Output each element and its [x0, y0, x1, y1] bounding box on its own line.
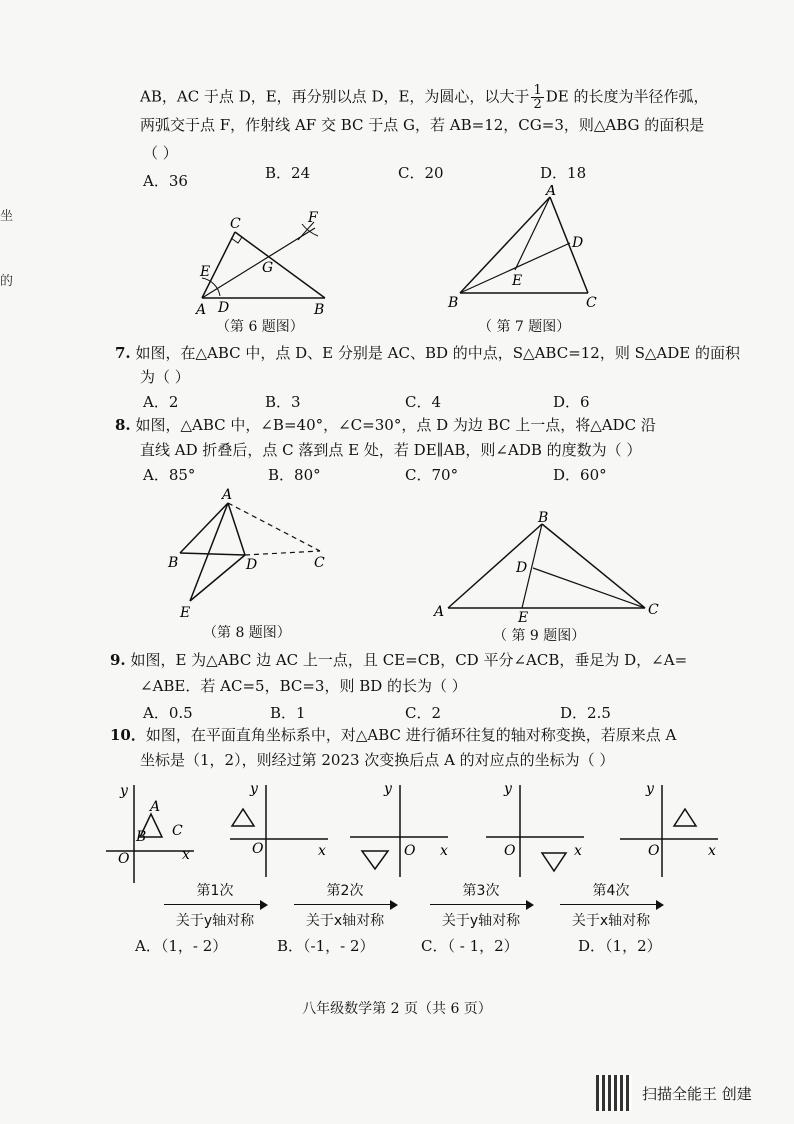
q10-coordinate-panels — [100, 775, 740, 890]
q10-text-1: 如图，在平面直角坐标系中，对△ABC 进行循环往复的轴对称变换，若原来点 A — [145, 726, 677, 744]
panel4-origin: O — [504, 843, 516, 859]
q7-option-c: C．4 — [405, 393, 442, 411]
fig8-label-e: E — [180, 605, 191, 618]
fig6-label-a: A — [196, 302, 207, 318]
q8-text-1: 如图，△ABC 中，∠B=40°，∠C=30°，点 D 为边 BC 上一点，将△ADC 沿 — [135, 416, 656, 434]
q8-line1 — [115, 415, 656, 435]
q6-fraction — [531, 84, 543, 111]
fig9-label-b: B — [538, 510, 549, 526]
q10-option-c: C．（ - 1，2） — [421, 937, 519, 955]
q8-option-c: C．70° — [405, 466, 459, 484]
panel2-x-label: x — [318, 843, 326, 859]
fig7-label-a: A — [546, 185, 557, 199]
q7-option-d: D．6 — [553, 393, 590, 411]
figure-6 — [190, 210, 350, 320]
q7-option-b: B．3 — [265, 393, 301, 411]
panel1-y-label: y — [120, 783, 128, 799]
panel1-label-b: B — [136, 829, 147, 845]
fig7-label-e: E — [512, 273, 523, 289]
q6-option-c: C．20 — [398, 164, 444, 182]
q10-option-d: D．（1，2） — [578, 937, 662, 955]
panel5-origin: O — [648, 843, 660, 859]
fig7-label-d: D — [572, 235, 584, 251]
q9-option-b: B．1 — [270, 704, 306, 722]
q9-text-1: 如图，E 为△ABC 边 AC 上一点，且 CE=CB，CD 平分∠ACB，垂足为 D，∠A= — [130, 651, 688, 669]
panel5-y-label: y — [646, 781, 654, 797]
fig7-caption: （ 第 7 题图） — [478, 319, 571, 335]
fig6-caption: （第 6 题图） — [216, 319, 304, 335]
qr-code-icon — [596, 1075, 632, 1111]
q6-option-d: D．18 — [540, 164, 587, 182]
step-4-bottom: 关于x轴对称 — [571, 913, 651, 929]
frac-denominator: 2 — [533, 97, 542, 112]
q6-option-a: A．36 — [143, 172, 188, 190]
q7-line1 — [115, 343, 740, 363]
fig9-label-a: A — [434, 604, 445, 620]
q10-option-a: A．（1，- 2） — [135, 937, 228, 955]
step-3-arrow — [426, 900, 536, 910]
panel3-x-label: x — [440, 843, 448, 859]
edge-mark-2: 的 — [0, 274, 14, 289]
q6-line1-b: DE 的长度为半径作弧， — [545, 87, 709, 106]
q6-paren: （ ） — [143, 144, 178, 162]
fig8-label-b: B — [168, 555, 179, 571]
q6-line1 — [140, 84, 708, 111]
q8-option-a: A．85° — [143, 466, 196, 484]
step-1-arrow — [160, 900, 270, 910]
step-4-arrow — [556, 900, 666, 910]
fig8-caption: （第 8 题图） — [203, 625, 291, 641]
panel-step1 — [230, 781, 328, 877]
fig6-label-e: E — [200, 264, 211, 280]
panel4-y-label: y — [504, 781, 512, 797]
q9-line2: ∠ABE．若 AC=5，BC=3，则 BD 的长为（ ） — [140, 677, 467, 695]
step-1-bottom: 关于y轴对称 — [175, 913, 255, 929]
fig6-label-f: F — [308, 210, 318, 226]
q10-line2: 坐标是（1，2），则经过第 2023 次变换后点 A 的对应点的坐标为（ ） — [140, 751, 615, 769]
q9-number: 9. — [110, 651, 126, 669]
fig9-label-e: E — [518, 610, 529, 623]
step-2-top: 第2次 — [326, 883, 364, 899]
panel1-label-a: A — [150, 799, 161, 815]
fig9-caption: （ 第 9 题图） — [493, 628, 586, 644]
step-2-bottom: 关于x轴对称 — [305, 913, 385, 929]
fig7-label-b: B — [448, 295, 459, 310]
figure-7 — [440, 185, 610, 310]
fig6-label-g: G — [262, 260, 274, 276]
fig8-label-c: C — [314, 555, 325, 571]
step-4 — [556, 880, 666, 930]
q7-text-1: 如图，在△ABC 中，点 D、E 分别是 AC、BD 的中点，S△ABC=12，则 S△ADE 的面积 — [135, 344, 741, 362]
step-4-top: 第4次 — [592, 883, 630, 899]
figure-9 — [430, 508, 670, 623]
panel-step2 — [350, 781, 448, 877]
panel4-x-label: x — [574, 843, 582, 859]
q7-option-a: A．2 — [143, 393, 179, 411]
fig8-label-a: A — [222, 487, 233, 503]
q10-line1 — [110, 725, 676, 745]
q9-option-c: C．2 — [405, 704, 442, 722]
panel2-origin: O — [252, 841, 264, 857]
step-1-top: 第1次 — [196, 883, 234, 899]
q10-number: 10． — [110, 726, 146, 744]
step-2 — [290, 880, 400, 930]
figure-8 — [160, 483, 340, 618]
frac-numerator: 1 — [533, 83, 542, 98]
panel1-x-label: x — [182, 847, 190, 863]
fig9-label-c: C — [648, 602, 659, 618]
panel3-origin: O — [404, 843, 416, 859]
panel-original — [106, 783, 194, 883]
panel3-y-label: y — [384, 781, 392, 797]
fig6-label-b: B — [314, 302, 325, 318]
panel5-x-label: x — [708, 843, 716, 859]
step-3-top: 第3次 — [462, 883, 500, 899]
q9-option-a: A．0.5 — [143, 704, 193, 722]
q8-option-d: D．60° — [553, 466, 607, 484]
q10-option-b: B．（-1，- 2） — [277, 937, 375, 955]
q9-option-d: D．2.5 — [560, 704, 611, 722]
step-1 — [160, 880, 270, 930]
q6-line2: 两弧交于点 F，作射线 AF 交 BC 于点 G，若 AB=12，CG=3，则△ABG 的面积是 — [140, 116, 705, 134]
step-2-arrow — [290, 900, 400, 910]
q9-line1 — [110, 650, 687, 670]
page-footer: 八年级数学第 2 页（共 6 页） — [302, 1001, 492, 1017]
panel1-label-c: C — [172, 823, 183, 839]
panel2-y-label: y — [250, 781, 258, 797]
fig8-label-d: D — [246, 557, 258, 573]
panel-step3 — [486, 781, 584, 877]
fig7-label-c: C — [586, 295, 597, 310]
panel1-origin: O — [118, 851, 130, 867]
q6-option-b: B．24 — [265, 164, 311, 182]
step-3-bottom: 关于y轴对称 — [441, 913, 521, 929]
scan-credit: 扫描全能王 创建 — [642, 1085, 752, 1103]
q8-line2: 直线 AD 折叠后，点 C 落到点 E 处，若 DE∥AB，则∠ADB 的度数为（ ） — [140, 441, 642, 459]
fig6-label-c: C — [230, 216, 241, 232]
q7-line2: 为（ ） — [140, 368, 190, 386]
q8-number: 8. — [115, 416, 131, 434]
step-3 — [426, 880, 536, 930]
q8-option-b: B．80° — [268, 466, 321, 484]
edge-mark-1: 坐 — [0, 209, 14, 224]
q7-number: 7. — [115, 344, 131, 362]
panel-step4 — [620, 781, 718, 877]
q6-line1-a: AB，AC 于点 D，E，再分别以点 D，E，为圆心，以大于 — [140, 87, 530, 106]
fig6-label-d: D — [218, 300, 230, 316]
fig9-label-d: D — [516, 560, 528, 576]
